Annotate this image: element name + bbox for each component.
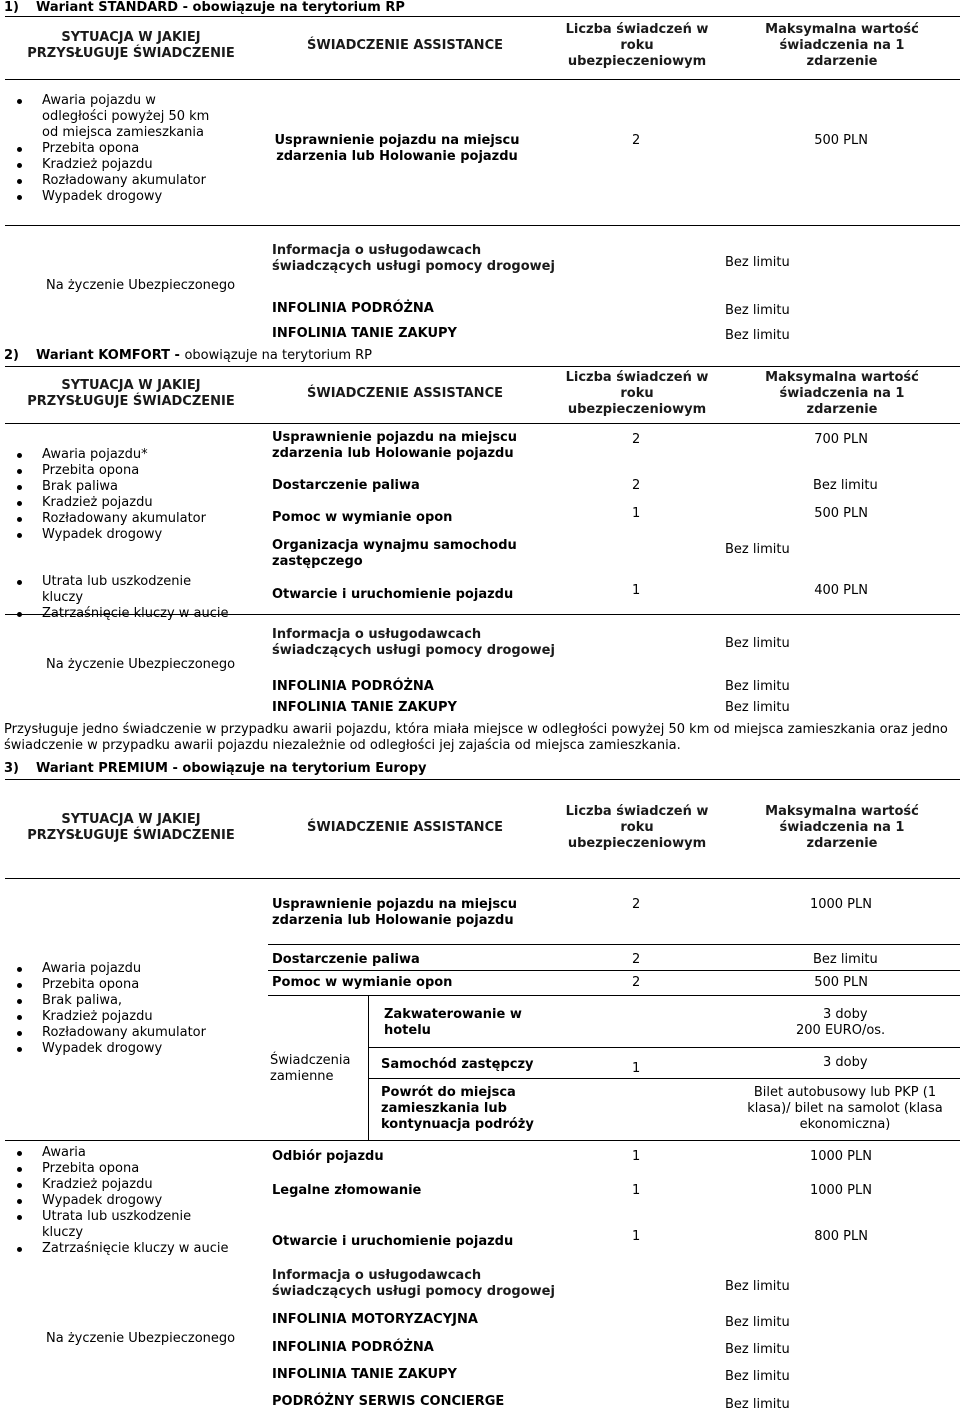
- list-item: Rozładowany akumulator: [5, 173, 225, 189]
- header-assistance: ŚWIADCZENIE ASSISTANCE: [307, 38, 503, 53]
- list-item: Przebita opona: [5, 141, 225, 157]
- max-value: 1000 PLN: [809, 1149, 872, 1164]
- service-infolinia-podrozna: INFOLINIA PODRÓŻNA: [272, 1340, 434, 1355]
- service-otwarcie: Otwarcie i uruchomienie pojazdu: [272, 1234, 514, 1249]
- divider: [268, 995, 960, 996]
- service-samochod: Samochód zastępczy: [381, 1057, 534, 1072]
- list-item: Awaria pojazdu*: [5, 447, 235, 463]
- max-value: 3 doby 200 EURO/os.: [796, 1007, 886, 1038]
- service-odbior: Odbiór pojazdu: [272, 1149, 384, 1164]
- service-infolinia-tanie: INFOLINIA TANIE ZAKUPY: [272, 326, 457, 341]
- divider: [368, 1047, 960, 1048]
- limit-value: Bez limitu: [725, 1315, 790, 1330]
- max-value: 400 PLN: [814, 583, 868, 598]
- komfort-note: Przysługuje jedno świadczenie w przypadku awarii pojazdu, która miała miejsce w odległości powyżej 50 km od miejsca zamieszkania oraz jedno świadczenie w przypadku awarii pojazdu niezależnie od odległości jej zajaścia od miejsca zamieszkania.: [4, 722, 948, 753]
- na-zyczenie-label: Na życzenie Ubezpieczonego: [46, 278, 236, 293]
- count-value: 1: [632, 583, 641, 598]
- service-usprawnienie: Usprawnienie pojazdu na miejscu zdarzenia lub Holowanie pojazdu: [272, 430, 518, 461]
- zamienne-label: Świadczenia zamienne: [270, 1053, 351, 1084]
- list-item: Wypadek drogowy: [5, 189, 225, 205]
- count-value: 2: [632, 975, 641, 990]
- list-item: Kradzież pojazdu: [5, 1009, 235, 1025]
- service-infolinia-tanie: INFOLINIA TANIE ZAKUPY: [272, 1367, 457, 1382]
- count-value: 1: [632, 1149, 641, 1164]
- count-value: 2: [632, 897, 641, 912]
- service-dostarczenie: Dostarczenie paliwa: [272, 952, 420, 967]
- service-infolinia-tanie: INFOLINIA TANIE ZAKUPY: [272, 700, 457, 715]
- max-value: 500 PLN: [814, 975, 868, 990]
- limit-value: Bez limitu: [725, 1342, 790, 1357]
- count-value: 1: [632, 506, 641, 521]
- header-situation: SYTUACJA W JAKIEJ PRZYSŁUGUJE ŚWIADCZENIE: [27, 378, 235, 409]
- limit-value: Bez limitu: [725, 255, 790, 270]
- limit-value: Bez limitu: [725, 1397, 790, 1412]
- limit-value: Bez limitu: [725, 679, 790, 694]
- max-value: Bilet autobusowy lub PKP (1 klasa)/ bilet na samolot (klasa ekonomiczna): [747, 1085, 943, 1132]
- service-informacja: Informacja o usługodawcach świadczących usługi pomocy drogowej: [272, 1268, 555, 1299]
- na-zyczenie-label: Na życzenie Ubezpieczonego: [46, 1331, 236, 1346]
- list-item: Wypadek drogowy: [5, 1041, 235, 1057]
- header-assistance: ŚWIADCZENIE ASSISTANCE: [307, 386, 503, 401]
- list-item: Brak paliwa,: [5, 993, 235, 1009]
- header-count: Liczba świadczeń w roku ubezpieczeniowym: [565, 22, 709, 69]
- service-wynajem: Organizacja wynajmu samochodu zastępczego: [272, 538, 517, 569]
- list-item: Kradzież pojazdu: [5, 495, 235, 511]
- list-item: Przebita opona: [5, 463, 235, 479]
- max-value: 1000 PLN: [809, 897, 872, 912]
- divider: [5, 614, 960, 615]
- list-item: Przebita opona: [5, 1161, 235, 1177]
- service-powrot: Powrót do miejsca zamieszkania lub kontynuacja podróży: [381, 1085, 534, 1132]
- count-value: 1: [632, 1061, 641, 1076]
- divider: [5, 1140, 960, 1141]
- list-item: Zatrzaśnięcie kluczy w aucie: [5, 1241, 235, 1257]
- count-value: 2: [632, 952, 641, 967]
- max-value: 700 PLN: [814, 432, 868, 447]
- service-zakwaterowanie: Zakwaterowanie w hotelu: [384, 1007, 522, 1038]
- na-zyczenie-label: Na życzenie Ubezpieczonego: [46, 657, 236, 672]
- header-count: Liczba świadczeń w roku ubezpieczeniowym: [565, 370, 709, 417]
- list-item: Utrata lub uszkodzenie kluczy: [5, 574, 235, 606]
- list-item: Zatrzaśnięcie kluczy w aucie: [5, 606, 235, 622]
- divider: [268, 944, 960, 945]
- header-count: Liczba świadczeń w roku ubezpieczeniowym: [565, 804, 709, 851]
- section-title-standard: 1) Wariant STANDARD - obowiązuje na terytorium RP: [4, 0, 405, 15]
- count-value: 2: [632, 432, 641, 447]
- max-value: 3 doby: [823, 1055, 868, 1070]
- service-otwarcie: Otwarcie i uruchomienie pojazdu: [272, 587, 514, 602]
- list-item: Wypadek drogowy: [5, 1193, 235, 1209]
- standard-situations: [5, 93, 225, 205]
- limit-value: Bez limitu: [725, 636, 790, 651]
- list-item: Utrata lub uszkodzenie kluczy: [5, 1209, 235, 1241]
- header-assistance: ŚWIADCZENIE ASSISTANCE: [307, 820, 503, 835]
- header-max: Maksymalna wartość świadczenia na 1 zdarzenie: [765, 370, 919, 417]
- max-value: 500 PLN: [814, 133, 868, 148]
- header-max: Maksymalna wartość świadczenia na 1 zdarzenie: [765, 804, 919, 851]
- list-item: Awaria pojazdu: [5, 961, 235, 977]
- max-value: 1000 PLN: [809, 1183, 872, 1198]
- list-item: Brak paliwa: [5, 479, 235, 495]
- service-infolinia-moto: INFOLINIA MOTORYZACYJNA: [272, 1312, 478, 1327]
- section-title-premium: 3) Wariant PREMIUM - obowiązuje na terytorium Europy: [4, 761, 427, 776]
- list-item: Kradzież pojazdu: [5, 1177, 235, 1193]
- count-value: 2: [632, 133, 641, 148]
- header-situation: SYTUACJA W JAKIEJ PRZYSŁUGUJE ŚWIADCZENIE: [27, 30, 235, 61]
- service-pomoc-opon: Pomoc w wymianie opon: [272, 975, 453, 990]
- service-usprawnienie: Usprawnienie pojazdu na miejscu zdarzenia lub Holowanie pojazdu: [274, 133, 520, 164]
- premium-situations-a: [5, 961, 235, 1057]
- limit-value: Bez limitu: [813, 478, 878, 493]
- service-dostarczenie: Dostarczenie paliwa: [272, 478, 420, 493]
- list-item: Wypadek drogowy: [5, 527, 235, 543]
- service-concierge: PODRÓŻNY SERWIS CONCIERGE: [272, 1394, 505, 1409]
- service-infolinia-podrozna: INFOLINIA PODRÓŻNA: [272, 679, 434, 694]
- max-value: 800 PLN: [814, 1229, 868, 1244]
- premium-situations-b: [5, 1145, 235, 1257]
- service-pomoc-opon: Pomoc w wymianie opon: [272, 510, 453, 525]
- count-value: 1: [632, 1183, 641, 1198]
- divider: [368, 1078, 960, 1079]
- service-infolinia-podrozna: INFOLINIA PODRÓŻNA: [272, 301, 434, 316]
- limit-value: Bez limitu: [725, 328, 790, 343]
- komfort-situations-a: [5, 447, 235, 543]
- limit-value: Bez limitu: [725, 1279, 790, 1294]
- count-value: 1: [632, 1229, 641, 1244]
- header-max: Maksymalna wartość świadczenia na 1 zdarzenie: [765, 22, 919, 69]
- limit-value: Bez limitu: [725, 542, 790, 557]
- limit-value: Bez limitu: [725, 303, 790, 318]
- list-item: Awaria pojazdu w odległości powyżej 50 km od miejsca zamieszkania: [5, 93, 225, 141]
- list-item: Rozładowany akumulator: [5, 511, 235, 527]
- service-usprawnienie: Usprawnienie pojazdu na miejscu zdarzenia lub Holowanie pojazdu: [272, 897, 518, 928]
- limit-value: Bez limitu: [725, 700, 790, 715]
- service-informacja: Informacja o usługodawcach świadczących usługi pomocy drogowej: [272, 627, 555, 658]
- count-value: 2: [632, 478, 641, 493]
- section-title-komfort: 2) Wariant KOMFORT - obowiązuje na terytorium RP: [4, 348, 373, 363]
- list-item: Awaria: [5, 1145, 235, 1161]
- limit-value: Bez limitu: [725, 1369, 790, 1384]
- divider: [368, 995, 369, 1140]
- max-value: 500 PLN: [814, 506, 868, 521]
- limit-value: Bez limitu: [813, 952, 878, 967]
- list-item: Kradzież pojazdu: [5, 157, 225, 173]
- divider: [5, 225, 960, 226]
- header-situation: SYTUACJA W JAKIEJ PRZYSŁUGUJE ŚWIADCZENIE: [27, 812, 235, 843]
- divider: [268, 970, 960, 971]
- list-item: Rozładowany akumulator: [5, 1025, 235, 1041]
- service-zlomowanie: Legalne złomowanie: [272, 1183, 422, 1198]
- list-item: Przebita opona: [5, 977, 235, 993]
- service-informacja: Informacja o usługodawcach świadczących usługi pomocy drogowej: [272, 243, 555, 274]
